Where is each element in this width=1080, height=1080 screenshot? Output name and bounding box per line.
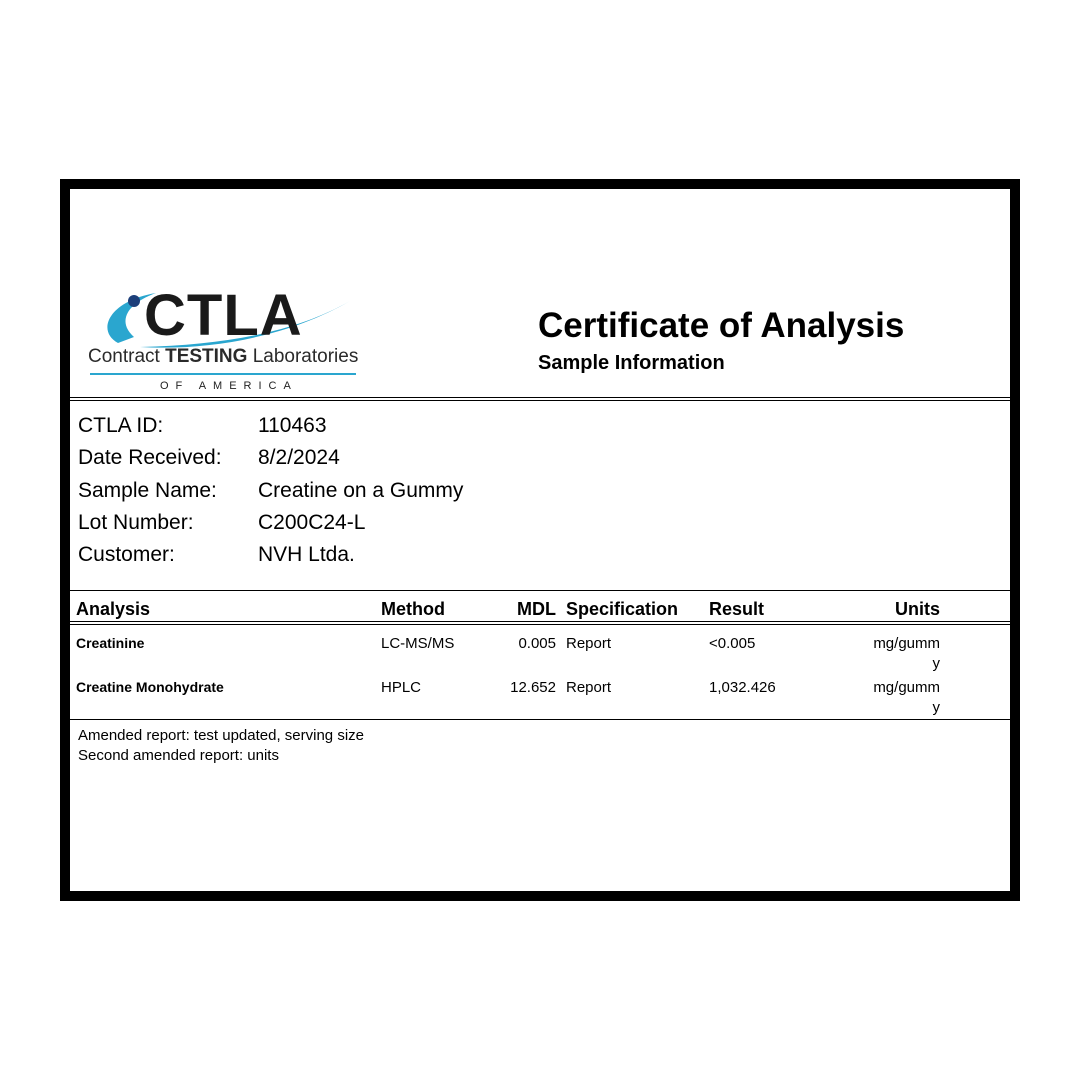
divider [70,400,1010,401]
cell-result: <0.005 [709,635,756,652]
logo-subtitle: Contract TESTING Laboratories [88,346,359,367]
cell-units: mg/gumm [873,679,940,696]
cell-mdl: 12.652 [510,679,556,696]
divider [70,621,1010,622]
col-header-method: Method [381,599,445,619]
note-line: Amended report: test updated, serving size [78,727,364,744]
cell-analysis: Creatine Monohydrate [76,679,224,695]
divider [70,590,1010,591]
certificate-sheet: CTLA Contract TESTING Laboratories OF AMERICA Certificate of Analysis Sample Information CTLA ID: 110463 Date Received: 8/2/2024 Sample Name: Creatine on a Gummy Lot Number: C200C24-L Customer: NVH Ltda. Analysis Method MDL Specification Result Units Creatinine LC-MS/MS 0.005 Report <0.005 mg/gumm y Creatine Monohydrate HPLC 12.652 Report 1,032.426 mg/gumm y Amended report: test updated, serving size Second amended report: units [70,189,1010,891]
note-line: Second amended report: units [78,747,279,764]
cell-method: LC-MS/MS [381,635,455,652]
divider [70,624,1010,625]
logo-wordmark: CTLA [144,283,303,348]
logo-underline [90,373,356,375]
cell-analysis: Creatinine [76,635,145,651]
cell-result: 1,032.426 [709,679,776,696]
col-header-result: Result [709,599,765,619]
cell-mdl: 0.005 [518,635,556,652]
report-notes [78,726,364,766]
col-header-analysis: Analysis [76,599,151,619]
swoosh-dot-icon [88,281,378,351]
cell-specification: Report [566,679,612,696]
col-header-mdl: MDL [517,599,556,619]
cell-method: HPLC [381,679,422,696]
cell-specification: Report [566,635,612,652]
col-header-units: Units [895,599,940,619]
cell-units-wrap: y [932,655,940,672]
col-header-specification: Specification [566,599,679,619]
logo-tagline: OF AMERICA [160,380,298,392]
cell-units-wrap: y [932,699,940,716]
divider [70,719,1010,720]
document-subtitle: Sample Information [538,352,725,374]
cell-units: mg/gumm [873,635,940,652]
divider [70,397,1010,398]
document-title: Certificate of Analysis [538,306,905,345]
document-frame [60,179,1020,901]
